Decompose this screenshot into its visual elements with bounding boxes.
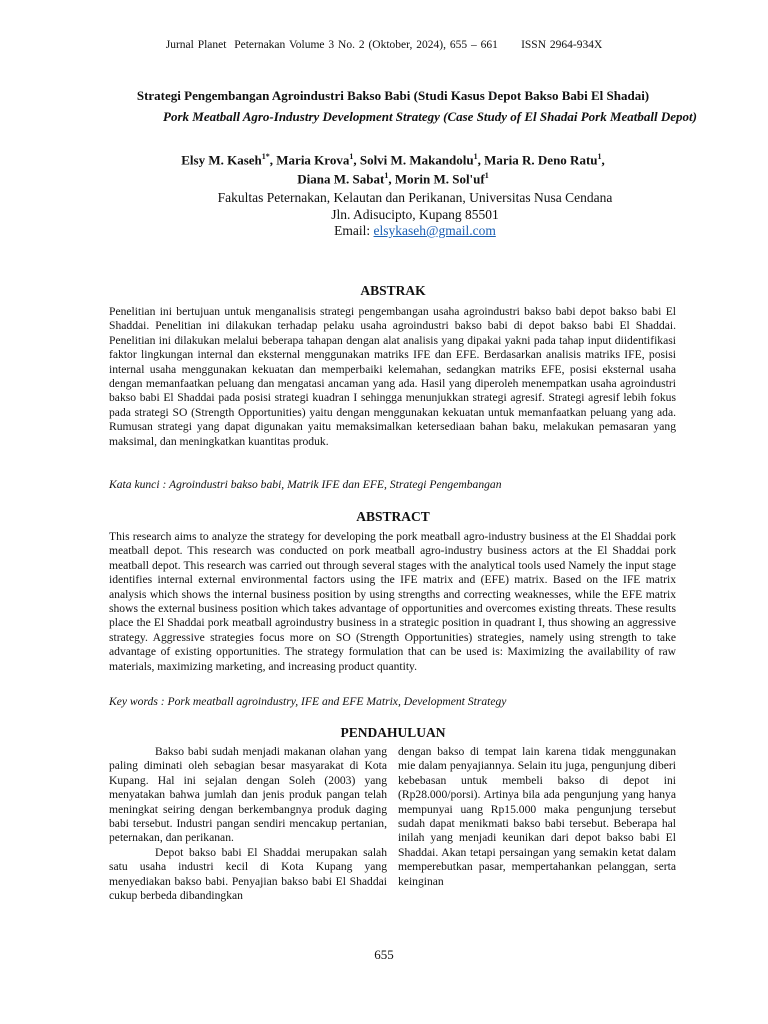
author-name: , Maria Krova (269, 152, 350, 168)
affiliation-faculty: Fakultas Peternakan, Kelautan dan Perikanan, Universitas Nusa Cendana (217, 190, 613, 205)
affiliation-email (100, 223, 730, 240)
paper-title: Strategi Pengembangan Agroindustri Bakso Babi (Studi Kasus Depot Bakso Babi El Shadai) (136, 88, 650, 103)
author-affiliation-mark: 1 (384, 171, 389, 181)
abstract-keywords: Key words : Pork meatball agroindustry, IFE and EFE Matrix, Development Strategy (109, 695, 507, 708)
author-affiliation-mark: 1 (484, 171, 489, 181)
abstrak-text: Penelitian ini bertujuan untuk menganalisis strategi pengembangan usaha agroindustri bakso babi depot bakso babi El Shaddai. Penelitian ini dilakukan terhadap pelaku usaha agroindustri bakso babi di depot bakso babi El Shaddai. Penelitian ini dilakukan melalui beberapa tahapan dengan alat analisis yang dipakai yakni pada tahap input diidentifikasi faktor lingkungan internal dan eksternal menggunakan matriks IFE dan EFE. Berdasarkan analisis matriks IFE, posisi internal usaha menggunakan kekuatan dan memperbaiki kelemahan, sedangkan matriks EFE, posisi eksternal usaha dengan memanfaatkan peluang dan mengatasi ancaman yang ada. Hasil yang diperoleh menempatkan usaha agroindustri bakso babi El Shaddai pada posisi strategi kuadran I sehingga menunjukkan strategi agresif. Strategi agresif lebih fokus pada strategi SO (Strength Opportunities) yaitu dengan menggunakan kekuatan untuk memanfaatkan peluang yang ada. Rumusan strategi yang dapat digunakan yaitu memaksimalkan ketersediaan bahan baku, melakukan pemasaran yang maksimal, dan meningkatkan kuantitas produk. (109, 305, 676, 448)
pendahuluan-paragraph-3: dengan bakso di tempat lain karena tidak menggunakan mie dalam penyajiannya. Selain itu juga, pengunjung diberi kebebasan untuk membeli bakso di depot ini (Rp28.000/porsi). Artinya bila ada pengunjung yang hanya mempunyai uang Rp15.000 maka pengunjung tersebut sudah dapat menikmati bakso babi tersebut. Beberapa hal inilah yang menjadi keunikan dari depot bakso babi El Shaddai. Akan tetapi persaingan yang semakin ketat dalam memperebutkan pasar, mempertahankan pelanggan, serta keinginan (398, 745, 676, 888)
author-name: Elsy M. Kaseh (181, 152, 262, 168)
left-column (109, 745, 387, 903)
author-line-2 (60, 168, 726, 187)
paper-title-english: Pork Meatball Agro-Industry Development Strategy (Case Study of El Shadai Pork Meatball Depot) (163, 109, 697, 124)
author-name: Diana M. Sabat (297, 171, 385, 187)
journal-header: Jurnal Planet Peternakan Volume 3 No. 2 (Oktober, 2024), 655 – 661 ISSN 2964-934X (165, 39, 603, 51)
pendahuluan-paragraph-2: Depot bakso babi El Shaddai merupakan salah satu usaha industri kecil di Kota Kupang yang menyediakan bakso babi. Penyajian bakso babi El Shaddai cukup berbeda dibandingkan (109, 845, 387, 903)
author-separator: , (601, 152, 605, 168)
right-column (398, 745, 676, 889)
author-affiliation-mark: 1 (597, 152, 602, 161)
author-affiliation-mark: 1 (473, 152, 478, 161)
affiliation-block (100, 190, 730, 240)
author-name: , Maria R. Deno Ratu (477, 152, 598, 168)
abstrak-keywords: Kata kunci : Agroindustri bakso babi, Matrik IFE dan EFE, Strategi Pengembangan (109, 478, 502, 491)
pendahuluan-heading: PENDAHULUAN (340, 725, 446, 740)
author-line-1 (60, 149, 726, 168)
abstrak-heading: ABSTRAK (360, 283, 426, 298)
abstract-text: This research aims to analyze the strategy for developing the pork meatball agro-industry business at the El Shaddai pork meatball depot. This research was conducted on pork meatball agro-industry business actors at the El Shaddai pork meatball depot. This research was carried out through several stages with the analytical tools used Namely the input stage identifies internal external environmental factors using the IFE matrix and (EFE) matrix. Based on the IFE matrix analysis which shows the internal business position by using strengths and correcting weaknesses, while the EFE matrix shows the external business position which takes advantage of opportunities and overcomes existing threats. These results place the El Shaddai pork meatball agroindustry business in a strategic position in quadrant I, thus showing an aggressive strategy. Aggressive strategies focus more on SO (Strength Opportunities) strategies, namely using strength to take advantage of existing opportunities. The strategy formulation that can be used is: Maximizing the availability of raw materials, maximizing marketing, and increasing product quantity. (109, 530, 676, 673)
author-affiliation-mark: 1* (261, 152, 270, 161)
author-list (60, 149, 726, 188)
author-name: , Solvi M. Makandolu (353, 152, 474, 168)
author-name: , Morin M. Sol'uf (388, 171, 485, 187)
email-link[interactable]: elsykaseh@gmail.com (373, 223, 496, 238)
page-number: 655 (374, 947, 394, 962)
affiliation-address: Jln. Adisucipto, Kupang 85501 (331, 206, 499, 222)
abstract-heading: ABSTRACT (356, 509, 430, 524)
author-affiliation-mark: 1 (349, 152, 354, 161)
pendahuluan-paragraph-1: Bakso babi sudah menjadi makanan olahan yang paling diminati oleh sebagian besar masyarakat di Kota Kupang. Hal ini sejalan dengan Soleh (2003) yang menyatakan bahwa jumlah dan jenis produk pangan telah meningkat seiring dengan berkembangnya produk daging babi tersebut. Industri pangan sendiri mencakup pertanian, peternakan, dan perikanan. (109, 745, 387, 845)
email-label: Email: (334, 223, 374, 238)
